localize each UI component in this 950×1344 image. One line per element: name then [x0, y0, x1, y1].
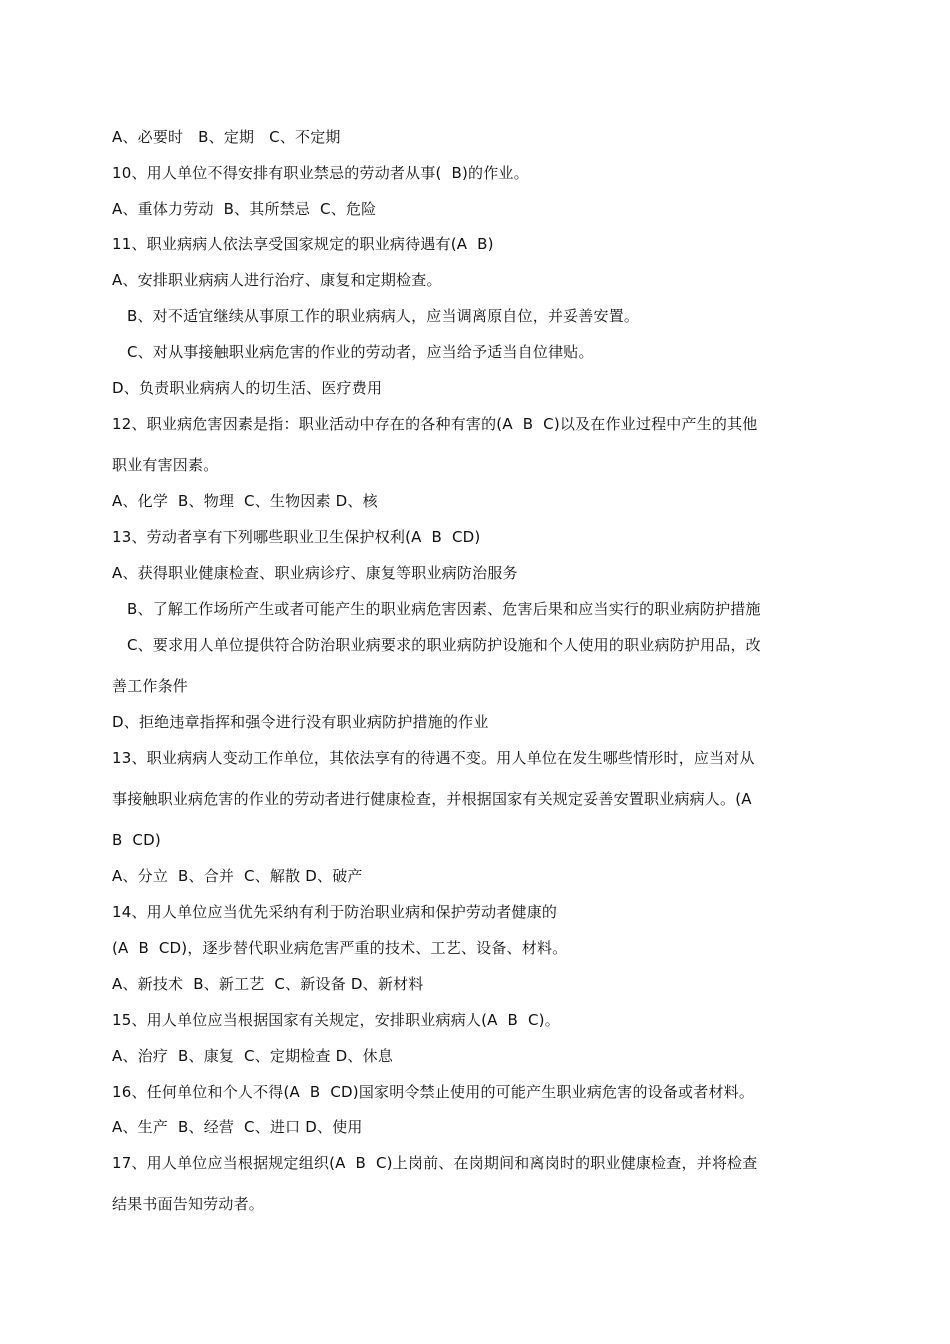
- text-line: 善工作条件: [112, 677, 189, 695]
- text-line: 事接触职业病危害的作业的劳动者进行健康检查，并根据国家有关规定妥善安置职业病病人。(A: [112, 790, 752, 808]
- text-line: B、对不适宜继续从事原工作的职业病病人，应当调离原自位，并妥善安置。: [127, 307, 640, 325]
- text-line: B CD): [112, 831, 161, 849]
- text-line: 15、用人单位应当根据国家有关规定，安排职业病病人(A B C)。: [112, 1011, 560, 1029]
- text-line: C、对从事接触职业病危害的作业的劳动者，应当给予适当自位律贴。: [127, 343, 594, 361]
- text-line: 13、劳动者享有下列哪些职业卫生保护权利(A B CD): [112, 528, 481, 546]
- text-line: A、重体力劳动 B、其所禁忌 C、危险: [112, 200, 377, 218]
- text-line: 17、用人单位应当根据规定组织(A B C)上岗前、在岗期间和离岗时的职业健康检查，并将检查: [112, 1154, 758, 1172]
- text-line: C、要求用人单位提供符合防治职业病要求的职业病防护设施和个人使用的职业病防护用品，改: [127, 636, 761, 654]
- text-line: B、了解工作场所产生或者可能产生的职业病危害因素、危害后果和应当实行的职业病防护措施: [127, 600, 761, 618]
- text-line: 11、职业病病人依法享受国家规定的职业病待遇有(A B): [112, 235, 494, 253]
- text-line: A、安排职业病病人进行治疗、康复和定期检查。: [112, 271, 442, 289]
- text-line: D、负责职业病病人的切生活、医疗费用: [112, 379, 383, 397]
- text-line: (A B CD)，逐步替代职业病危害严重的技术、工艺、设备、材料。: [112, 939, 568, 957]
- text-line: 职业有害因素。: [112, 456, 219, 474]
- text-line: A、新技术 B、新工艺 C、新设备 D、新材料: [112, 975, 424, 993]
- text-line: 12、职业病危害因素是指：职业活动中存在的各种有害的(A B C)以及在作业过程中产生的其他: [112, 415, 758, 433]
- text-line: A、分立 B、合并 C、解散 D、破产: [112, 867, 363, 885]
- text-line: 结果书面告知劳动者。: [112, 1195, 265, 1213]
- text-line: 13、职业病病人变动工作单位，其依法享有的待遇不变。用人单位在发生哪些情形时，应当对从: [112, 749, 755, 767]
- text-line: 10、用人单位不得安排有职业禁忌的劳动者从事( B)的作业。: [112, 164, 529, 182]
- text-line: A、获得职业健康检查、职业病诊疗、康复等职业病防治服务: [112, 564, 518, 582]
- text-line: A、治疗 B、康复 C、定期检查 D、休息: [112, 1047, 394, 1065]
- text-line: A、化学 B、物理 C、生物因素 D、核: [112, 492, 378, 510]
- text-line: A、必要时 B、定期 C、不定期: [112, 128, 341, 146]
- text-line: 14、用人单位应当优先采纳有利于防治职业病和保护劳动者健康的: [112, 903, 558, 921]
- text-line: A、生产 B、经营 C、进口 D、使用: [112, 1118, 363, 1136]
- text-line: 16、任何单位和个人不得(A B CD)国家明令禁止使用的可能产生职业病危害的设备或者材料。: [112, 1083, 755, 1101]
- text-line: D、拒绝违章指挥和强令进行没有职业病防护措施的作业: [112, 713, 489, 731]
